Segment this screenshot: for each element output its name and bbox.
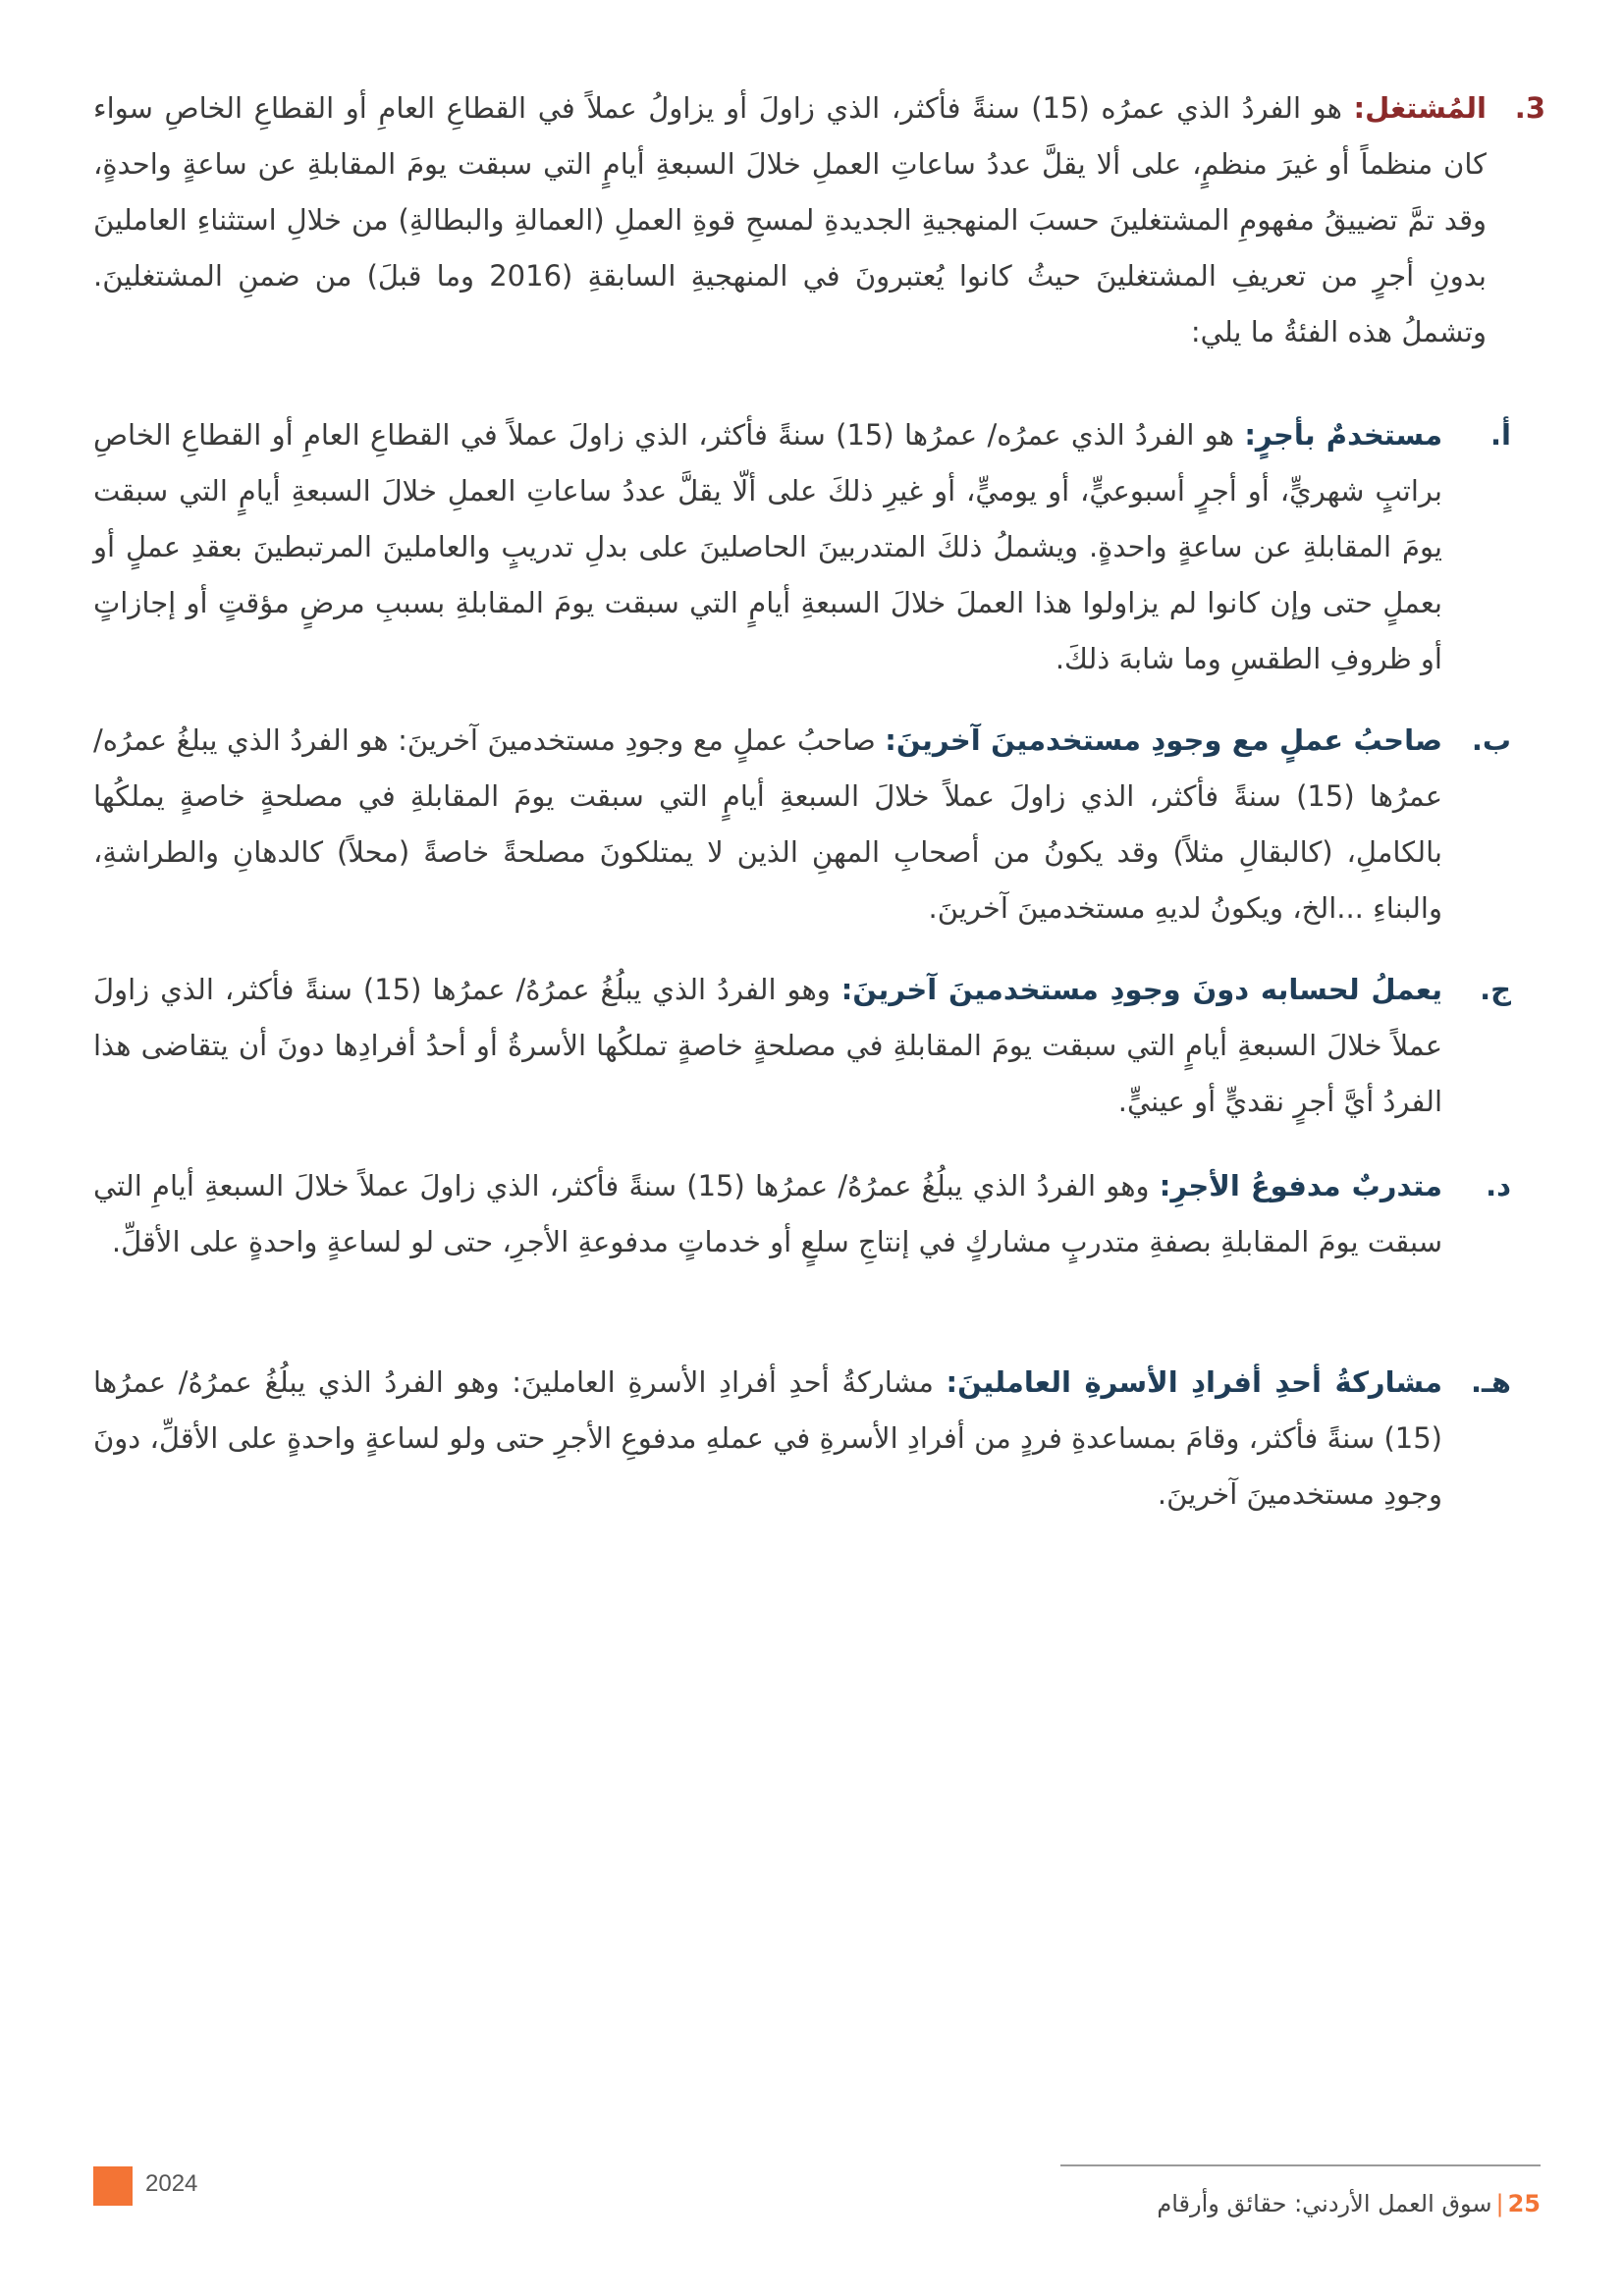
subitem-lead: يعملُ لحسابه دونَ وجودِ مستخدمينَ آخرينَ:: [840, 973, 1442, 1006]
subitem-paid-employee: [93, 407, 1511, 687]
subitem-number: ج.: [1480, 973, 1511, 1006]
subitem-number: أ.: [1490, 418, 1511, 452]
footer-accent-square: [93, 2166, 133, 2206]
subitem-number: د.: [1486, 1169, 1511, 1202]
subitem-own-account: [93, 962, 1511, 1130]
item-3-employed: [93, 80, 1545, 360]
subitem-text: مشاركةُ أحدِ أفرادِ الأسرةِ العاملينَ: وهو الفردُ الذي يبلُغُ عمرُهُ/ عمرُها (15) سنةً فأكثر، وقامَ بمساعدةِ فردٍ من أفرادِ الأسرةِ في عملهِ مدفوعِ الأجرِ حتى ولو لساعةٍ واحدةٍ على الأقلِّ، دونَ وجودِ مستخدمينَ آخرينَ.: [93, 1365, 1442, 1511]
subitem-text: وهو الفردُ الذي يبلُغُ عمرُهُ/ عمرُها (15) سنةً فأكثر، الذي زاولَ عملاً خلالَ السبعةِ أيامٍ التي سبقت يومَ المقابلةِ في مصلحةٍ خاصةٍ تملكُها الأسرةُ أو أحدُ أفرادِها دونَ أن يتقاضى هذا الفردُ أيَّ أجرٍ نقديٍّ أو عينيٍّ.: [93, 973, 1442, 1118]
footer-year: 2024: [145, 2170, 198, 2197]
publication-title: سوق العمل الأردني: حقائق وأرقام: [1157, 2190, 1492, 2217]
footer-separator: |: [1495, 2190, 1504, 2217]
subitem-family-worker: [93, 1355, 1511, 1522]
subitem-paid-trainee: [93, 1158, 1511, 1270]
subitem-number: هـ.: [1470, 1365, 1511, 1399]
page-number: 25: [1507, 2190, 1541, 2217]
subitem-lead: متدربٌ مدفوعُ الأجرِ:: [1159, 1169, 1442, 1202]
item-lead: المُشتغل:: [1353, 91, 1487, 125]
subitem-lead: مشاركةُ أحدِ أفرادِ الأسرةِ العاملينَ:: [946, 1365, 1442, 1399]
subitem-employer: [93, 713, 1511, 936]
item-number: 3.: [1514, 91, 1545, 125]
subitem-lead: صاحبُ عملٍ مع وجودِ مستخدمينَ آخرينَ:: [885, 723, 1442, 757]
subitem-text: وهو الفردُ الذي يبلُغُ عمرُهُ/ عمرُها (15) سنةً فأكثر، الذي زاولَ عملاً خلالَ السبعةِ أيامِ التي سبقت يومَ المقابلةِ بصفةِ متدربٍ مشاركٍ في إنتاجِ سلعٍ أو خدماتٍ مدفوعةِ الأجرِ، حتى لو لساعةٍ واحدةٍ على الأقلِّ.: [93, 1169, 1442, 1258]
subitem-text: هو الفردُ الذي عمرُه/ عمرُها (15) سنةً فأكثر، الذي زاولَ عملاً في القطاعِ العامِ أو القطاعِ الخاصِ براتبٍ شهريٍّ، أو أجرٍ أسبوعيٍّ، أو يوميٍّ، أو غيرِ ذلكَ على ألّا يقلَّ عددُ ساعاتِ العملِ خلالَ السبعةِ أيامٍ التي سبقت يومَ المقابلةِ عن ساعةٍ واحدةٍ. ويشملُ ذلكَ المتدربينَ الحاصلينَ على بدلِ تدريبٍ والعاملينَ المرتبطينَ بعقدِ عملٍ أو بعملٍ حتى وإن كانوا لم يزاولوا هذا العملَ خلالَ السبعةِ أيامٍ التي سبقت يومَ المقابلةِ بسببِ مرضٍ مؤقتٍ أو إجازاتٍ أو ظروفِ الطقسِ وما شابهَ ذلكَ.: [93, 418, 1442, 675]
subitem-lead: مستخدمٌ بأجرٍ:: [1244, 418, 1443, 452]
subitem-number: ب.: [1471, 723, 1511, 757]
item-text: هو الفردُ الذي عمرُه (15) سنةً فأكثر، الذي زاولَ أو يزاولُ عملاً في القطاعِ العامِ أو القطاعِ الخاصِ سواء كان منظماً أو غيرَ منظمٍ، على ألا يقلَّ عددُ ساعاتِ العملِ خلالَ السبعةِ أيامٍ التي سبقت يومَ المقابلةِ عن ساعةٍ واحدةٍ، وقد تمَّ تضييقُ مفهومِ المشتغلينَ حسبَ المنهجيةِ الجديدةِ لمسحِ قوةِ العملِ (العمالةِ والبطالةِ) من خلالِ استثناءِ العاملينَ بدونِ أجرٍ من تعريفِ المشتغلينَ حيثُ كانوا يُعتبرونَ في المنهجيةِ السابقةِ (2016 وما قبلَ) من ضمنِ المشتغلينَ. وتشملُ هذه الفئةُ ما يلي:: [93, 91, 1487, 348]
subitem-text: صاحبُ عملٍ مع وجودِ مستخدمينَ آخرينَ: هو الفردُ الذي يبلغُ عمرُه/ عمرُها (15) سنةً فأكثر، الذي زاولَ عملاً خلالَ السبعةِ أيامٍ التي سبقت يومَ المقابلةِ في مصلحةٍ خاصةٍ يملكُها بالكاملِ، (كالبقالِ مثلاً) وقد يكونُ من أصحابِ المهنِ الذين لا يمتلكونَ مصلحةً خاصةً (محلاً) كالدهانِ والطراشةِ، والبناءِ ...الخ، ويكونُ لديهِ مستخدمينَ آخرينَ.: [93, 723, 1442, 925]
footer-divider: [1060, 2164, 1541, 2166]
footer-page-title: [1157, 2190, 1541, 2217]
